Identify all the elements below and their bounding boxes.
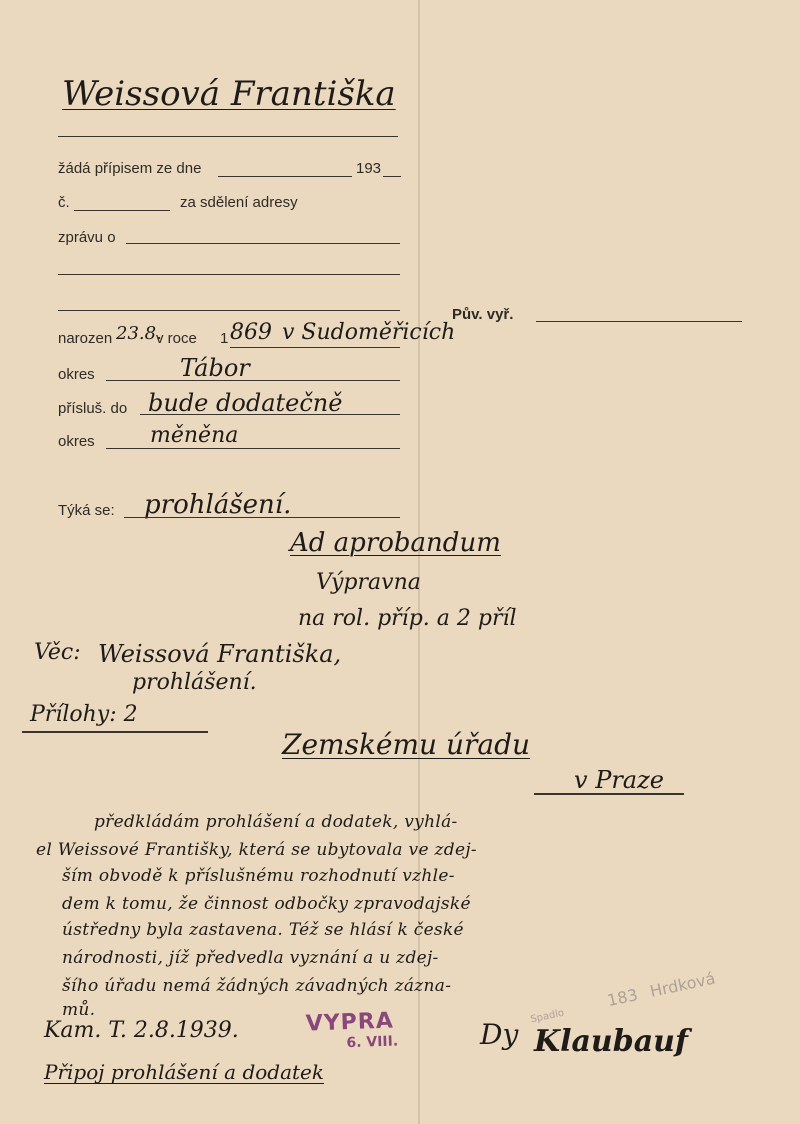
grey-stamp-small: Spadlo [529, 1007, 566, 1026]
year-printed: 1 [220, 330, 229, 347]
vypravna-line-2: na rol. příp. a 2 příl [298, 606, 517, 631]
addressee-rule [534, 793, 684, 795]
year-prefix: 193 [356, 160, 382, 177]
puv-vyr-rule [536, 321, 742, 322]
narozen-value: 23.8. [116, 323, 162, 344]
zada-label: žádá přípisem ze dne [58, 160, 202, 177]
cislo-rule [74, 210, 170, 211]
prislus-value: bude dodatečně [148, 389, 343, 417]
grey-stamp-name: Hrdková [648, 968, 717, 1001]
birth-year: 869 [230, 320, 272, 345]
letter-body-line: ším obvodě k příslušnému rozhodnutí vzhle- [62, 866, 455, 886]
vec-line-1: Weissová Františka, [98, 640, 342, 668]
vypra-stamp [305, 1008, 398, 1052]
vypra-stamp-line-1: VYPRA [305, 1008, 395, 1037]
prislus-rule [140, 414, 400, 415]
date-line: Kam. T. 2.8.1939. [44, 1018, 239, 1043]
okres2-rule [106, 448, 400, 449]
letter-body-line: předkládám prohlášení a dodatek, vyhlá- [94, 812, 458, 832]
prilohy-rule [22, 731, 208, 733]
zada-date-rule [218, 176, 352, 177]
okres-value: Tábor [180, 354, 250, 382]
birth-place: v Sudoměřicích [282, 320, 456, 345]
year-rule [383, 176, 401, 177]
tyka-rule [124, 517, 400, 518]
narozen-label: narozen [58, 330, 113, 347]
zpravu-rule [126, 243, 400, 244]
okres2-value: měněna [150, 423, 239, 448]
letter-body-line: el Weissové Františky, která se ubytovala ve zdej- [36, 840, 477, 860]
zpravu-label: zprávu o [58, 229, 116, 246]
grey-stamp-number: 183 [605, 985, 640, 1010]
initials: Dy [480, 1018, 519, 1051]
okres-label: okres [58, 366, 95, 383]
tyka-value: prohlášení. [144, 490, 292, 520]
name-rule [58, 136, 398, 137]
letter-body-line: národnosti, jíž předvedla vyznání a u zdej- [62, 948, 439, 968]
vec-label: Věc: [34, 640, 81, 665]
puv-vyr-label: Pův. vyř. [452, 306, 514, 323]
blank-rule-2 [58, 310, 400, 311]
letter-body-line: ústředny byla zastavena. Též se hlásí k české [62, 920, 464, 940]
narozen-rule [230, 347, 400, 348]
okres-rule [106, 380, 400, 381]
applicant-name: Weissová Františka [62, 74, 396, 114]
prislus-label: přísluš. do [58, 400, 128, 417]
vypra-stamp-line-2: 6. VIII. [346, 1033, 399, 1052]
cislo-label: č. [58, 194, 70, 211]
vypravna-line-1: Výpravna [316, 570, 421, 595]
sdeleni-label: za sdělení adresy [180, 194, 298, 211]
v-roce-label: v roce [156, 330, 197, 347]
letter-body-line: dem k tomu, že činnost odbočky zpravodajské [62, 894, 471, 914]
letter-body-line: mů. [62, 1000, 96, 1020]
signature: Klaubauf [534, 1024, 688, 1059]
blank-rule-1 [58, 274, 400, 275]
attachment-line: Připoj prohlášení a dodatek [44, 1060, 324, 1084]
okres2-label: okres [58, 433, 95, 450]
vec-line-2: prohlášení. [132, 670, 257, 695]
ad-approbandum: Ad aprobandum [290, 528, 501, 558]
addressee-line-1: Zemskému úřadu [282, 728, 531, 761]
letter-body-line: šího úřadu nemá žádných závadných zázna- [62, 976, 452, 996]
grey-stamp [528, 969, 717, 1027]
tyka-label: Týká se: [58, 502, 115, 519]
addressee-line-2: v Praze [574, 766, 664, 794]
prilohy: Přílohy: 2 [30, 702, 138, 727]
